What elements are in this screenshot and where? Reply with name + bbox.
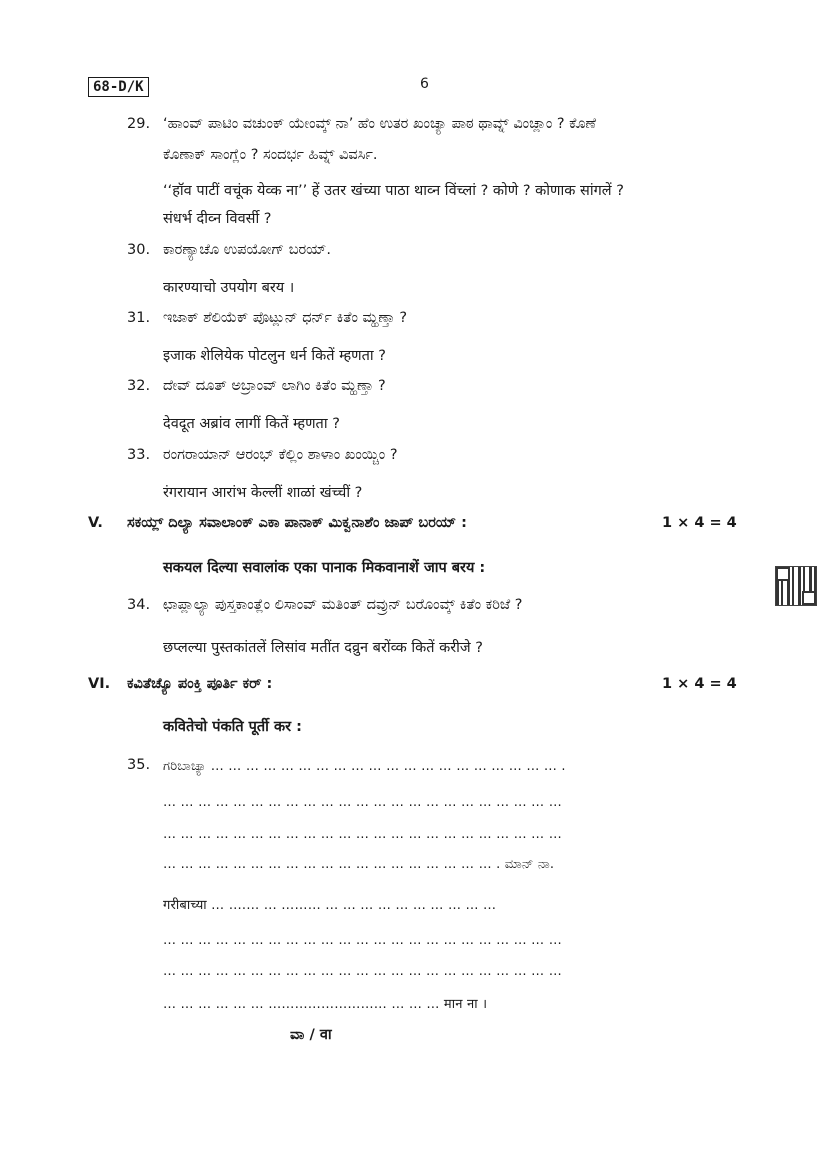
section-label: V. (88, 515, 103, 531)
question-number: 31. (127, 310, 151, 326)
question-number: 30. (127, 242, 151, 258)
section-marks: 1 × 4 = 4 (662, 676, 737, 692)
poem-line-devanagari: … … … … … … ……………………… … … … मान ना । (163, 997, 488, 1012)
poem-line-devanagari: गरीबाच्या … ….… … ……… … … … … … … … … … … (163, 898, 497, 913)
question-text-devanagari: देवदूत अब्रांव लागीं कितें म्हणता ? (163, 416, 340, 432)
section-instruction-kannada: ಸಕಯ್ಲ್ ದಿಲ್ಯಾ ಸವಾಲಾಂಕ್ ಎಕಾ ಪಾನಾಕ್ ಮಿಕ್ವನಾಶೆಂ ಜಾಪ್ ಬರಯ್ : (127, 515, 467, 531)
poem-line-kannada: ಗರಿಬಾಚ್ಯಾ … … … … … … … … … … … … … … … … … … … … . (163, 759, 566, 774)
question-text-devanagari: ‘‘हॉव पाटीं वचूंक येव्क ना’’ हें उतर खंच्या पाठा थाव्न विंच्लां ? कोणे ? कोणाक सांगलें ? (163, 183, 624, 199)
question-number: 29. (127, 116, 151, 132)
question-text-devanagari: इजाक शेलियेक पोटलुन धर्न कितें म्हणता ? (163, 348, 386, 364)
question-text-kannada: ರಂಗರಾಯಾನ್ ಆರಂಭ್ ಕೆಲ್ಲಿಂ ಶಾಳಾಂ ಖಂಯ್ಚಿಂ ? (163, 447, 398, 463)
question-text-kannada: ದೇವ್ ದೂತ್ ಅಬ್ರಾಂವ್ ಲಾಗಿಂ ಕಿತೆಂ ಮ್ಹಣ್ತಾ ? (163, 378, 386, 394)
poem-line-kannada: … … … … … … … … … … … … … … … … … … … … … … … (163, 795, 562, 810)
poem-line-devanagari: … … … … … … … … … … … … … … … … … … … … … … … (163, 964, 562, 979)
question-number: 33. (127, 447, 151, 463)
qr-code (775, 566, 817, 606)
question-number: 32. (127, 378, 151, 394)
page-number: 6 (420, 76, 429, 92)
question-text-kannada: ಕಾರಣ್ಯಾಚೊ ಉಪಯೋಗ್ ಬರಯ್. (163, 242, 332, 258)
turn-over-note: ವಾ / वा (290, 1027, 332, 1043)
question-number: 35. (127, 757, 151, 773)
question-text-kannada: ಛಾಪ್ಲಾಲ್ಯಾ ಪುಸ್ತಕಾಂತ್ಲೆಂ ಲಿಸಾಂವ್ ಮತಿಂತ್ ದವ್ರುನ್ ಬರೊಂವ್ಕ್ ಕಿತೆಂ ಕರಿಜೆ ? (163, 597, 523, 613)
question-text-devanagari: रंगरायान आरांभ केल्लीं शाळां खंच्चीं ? (163, 485, 363, 501)
question-number: 34. (127, 597, 151, 613)
question-text-kannada: ಇಜಾಕ್ ಶೆಲಿಯೆಕ್ ಪೊಟ್ಲುನ್ ಧರ್ನ್ ಕಿತೆಂ ಮ್ಹಣ್ತಾ ? (163, 310, 408, 326)
poem-line-kannada: … … … … … … … … … … … … … … … … … … … . ಮಾನ್ ನಾ. (163, 857, 555, 872)
poem-line-kannada: … … … … … … … … … … … … … … … … … … … … … … … (163, 827, 562, 842)
section-label: VI. (88, 676, 111, 692)
section-marks: 1 × 4 = 4 (662, 515, 737, 531)
section-instruction-devanagari: सकयल दिल्या सवालांक एका पानाक मिकवानाशें जाप बरय : (163, 560, 486, 576)
question-text-kannada-cont: ಕೊಣಾಕ್ ಸಾಂಗ್ಲೆಂ ? ಸಂದರ್ಭ ಹಿವ್ನ್ ವಿವರ್ಸಿ. (163, 147, 378, 163)
poem-line-devanagari: … … … … … … … … … … … … … … … … … … … … … … … (163, 933, 562, 948)
paper-code: 68-D/K (88, 77, 149, 97)
question-text-kannada: ‘ಹಾಂವ್ ಪಾಟಿಂ ವಚುಂಕ್ ಯೇಂವ್ಕ್ ನಾ’ ಹೆಂ ಉತರ ಖಂಚ್ಯಾ ಪಾಠ ಥಾವ್ನ್ ವಿಂಚ್ಲಾಂ ? ಕೊಣೆ (163, 116, 597, 132)
section-instruction-devanagari: कवितेचो पंकति पूर्ती कर : (163, 719, 302, 735)
question-text-devanagari: छप्लल्या पुस्तकांतलें लिसांव मतींत दव्रुन बरोंव्क कितें करीजे ? (163, 640, 483, 656)
question-text-devanagari: कारण्याचो उपयोग बरय । (163, 280, 295, 296)
question-text-devanagari-cont: संधर्भ दीव्न विवर्सी ? (163, 211, 272, 227)
section-instruction-kannada: ಕವಿತೆಚ್ಯೊ ಪಂಕ್ತಿ ಪೂರ್ತಿ ಕರ್ : (127, 676, 273, 692)
